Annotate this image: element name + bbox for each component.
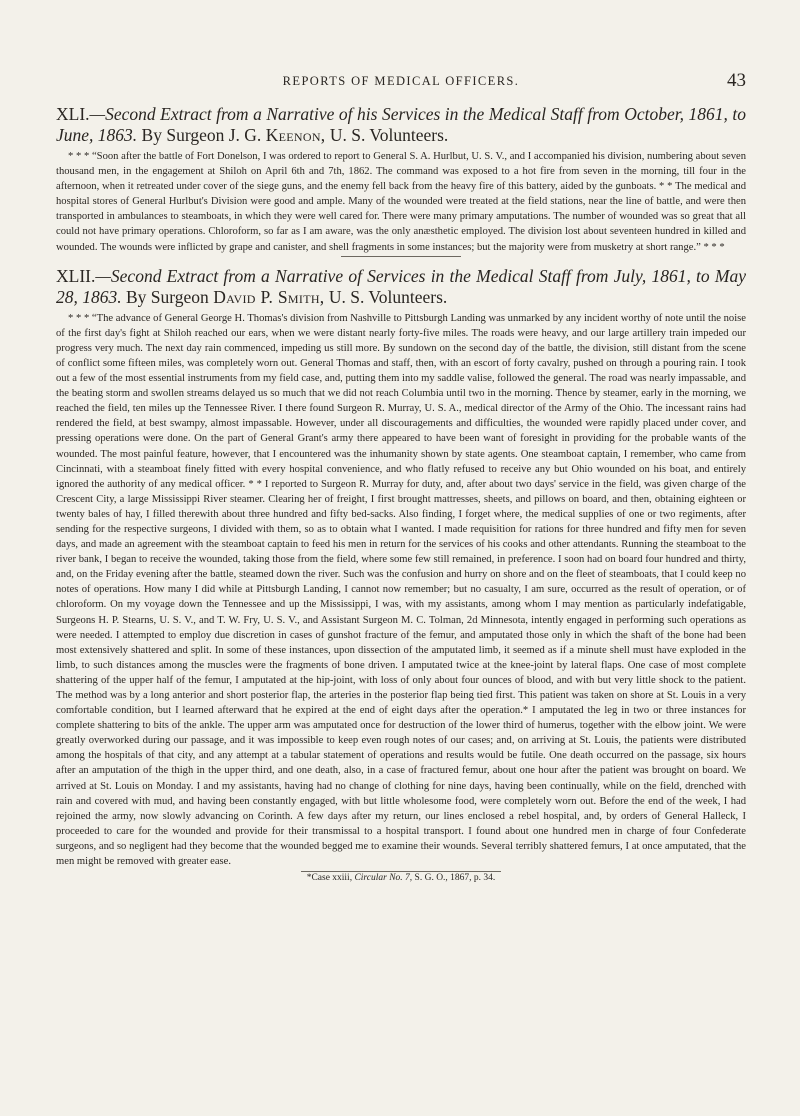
author-name: Keenon,: [265, 125, 326, 145]
author-affiliation: U. S. Volunteers.: [328, 286, 448, 307]
page-number: 43: [727, 70, 746, 91]
section-xli: [56, 104, 746, 257]
section-body: * * * “The advance of General George H. Thomas's division from Nashville to Pittsburgh Landing was unmarked by any incident worthy of note until the noise of the first day's fight at Shiloh reached our ears, when we were distant nearly forty-five miles. The roads were heavy, and our large artillery train impeded our progress very much. The next day rain commenced, impeding us still more. By sundown on the second day of the battle, the division, still distant from the scene of conflict some fifteen miles, was completely worn out. General Thomas and staff, then, with an escort of forty cavalry, pushed on through a pouring rain. I took out a few of the most essential instruments from my field case, and, putting them into my saddle valise, followed the general. The road was nearly impassable, and the beating storm and swollen streams delayed us so much that we did not reach Columbia until two in the morning. Thence by steamer, early in the morning, we reached the field, ten miles up the Tennessee River. I there found Surgeon R. Murray, U. S. A., medical director of the Army of the Ohio. The incessant rains had rendered the field, at best swampy, almost impassable. However, under all discouragements and difficulties, the wounded were rapidly placed under cover, and pressing operations were done. On the part of General Grant's army there appeared to have been want of foresight in providing for the probable wants of the wounded. The most painful feature, however, that I encountered was the inhumanity shown by state agents. One steamboat captain, I remember, who came from Cincinnati, with a steamboat finely fitted with every hospital convenience, and who flatly refused to receive any but Ohio wounded on his boat, and entirely ignored the authority of any medical officer. * * I reported to Surgeon R. Murray for duty, and, after about two days' service in the field, was given charge of the Crescent City, a large Mississippi River steamer. Clearing her of freight, I first brought mattresses, sheets, and pillows on board, and then, obtaining eighteen or twenty bales of hay, I filled therewith about three hundred and fifty bed-sacks. Also finding, I forget where, the medical supplies of one or two regiments, after sending for the respective surgeons, I divided with them, so as to obtain what I wanted. I made requisition for rations for three hundred and fifty men for seven days, and made an agreement with the steamboat captain to feed his men in return for the services of his cooks and other attendants. Running the steamboat to the river bank, I began to receive the wounded, taking those from the field, where some few still remained, in preference. I soon had on board four hundred and thirty, and, on the Friday evening after the battle, steamed down the river. Such was the confusion and hurry on shore and on the fleet of steamboats, that I could keep no notes of operations. How many I did while at Pittsburgh Landing, I cannot now remember; but no casualty, I am sure, occurred as the result of operation, or of chloroform. On my voyage down the Tennessee and up the Mississippi, I was, with my assistants, among whom I may mention as particularly indefatigable, Surgeons H. P. Stearns, U. S. V., and T. W. Fry, U. S. V., and Assistant Surgeon M. C. Tolman, 2d Minnesota, intently engaged in performing such operations as were needed. I attempted to employ due discretion in cases of gunshot fracture of the femur, and amputated those only in which the shaft of the bone had been most extensively shattered and split. In some of these instances, upon dissection of the amputated limb, it seemed as if a minute shell must have exploded in the limb, to such distances among the muscles were the fragments of bone driven. I amputated twice at the knee-joint by lateral flaps. One case of most complete shattering of the upper half of the femur, I amputated at the hip-joint, with loss of only about four ounces of blood, and with but very little shock to the patient. The method was by a long anterior and short posterior flap, the arteries in the posterior flap being tied first. This patient was taken on shore at St. Louis in a very comfortable condition, but I learned afterward that he expired at the end of eight days after the operation.* I amputated the leg in two or three instances for complete shattering to bits of the ankle. The upper arm was amputated once for destruction of the lower third of humerus, together with the elbow joint. We were greatly overworked during our passage, and it was impossible to keep even rough notes of our cases; and, on arriving at St. Louis, the patients were distributed among the hospitals of that city, and any attempt at a tabular statement of operations and results would be futile. One death occurred on the passage, six hours after an amputation of the thigh in the upper third, and one death, also, in a case of fractured femur, about one hour after the patient was brought on board. We arrived at St. Louis on Monday. I and my assistants, having had no change of clothing for nine days, having been continually, while on the field, drenched with rain and covered with mud, and having been constantly engaged, with but little wholesome food, were completely worn out. Before the end of the week, I had rejoined the army, now slowly advancing on Corinth. A few days after my return, our lines enclosed a rebel hospital, and, by orders of General Halleck, I proceeded to care for the wounded and provide for their transmissal to a hospital transport. I found about one hundred men in charge of four Confederate surgeons, and so negligent had they become that the wounded begged me to examine their wounds. Several terribly shattered femurs, I at once amputated, that the men might be removed with greater ease.: [56, 312, 746, 868]
section-heading: [56, 266, 746, 308]
section-title: —Second Extract from a Narrative of his Services in the Medical Staff from October, 1861, to June, 1863.: [56, 104, 746, 145]
running-title: REPORTS OF MEDICAL OFFICERS.: [282, 74, 520, 88]
section-number: XLI.: [56, 104, 90, 124]
section-number: XLII.: [56, 265, 96, 286]
author-name: David P. Smith,: [213, 286, 325, 307]
footnote-rule: [301, 871, 501, 872]
section-title: —Second Extract from a Narrative of Services in the Medical Staff from July, 1861, to May 28, 1863.: [56, 265, 746, 307]
section-byline: By Surgeon: [126, 286, 209, 307]
footnote-prefix: *Case xxiii,: [306, 873, 353, 884]
running-head: [56, 70, 746, 92]
section-xlii: [56, 266, 746, 869]
author-affiliation: U. S. Volunteers.: [329, 125, 449, 145]
section-heading: [56, 104, 746, 146]
section-divider: [341, 256, 461, 257]
footnote-rest: S. G. O., 1867, p. 34.: [414, 873, 496, 884]
page-content: [56, 104, 746, 883]
footnote-source: Circular No. 7,: [354, 873, 413, 884]
footnote: [56, 873, 746, 883]
section-byline: By Surgeon J. G.: [141, 125, 262, 145]
section-body: * * * “Soon after the battle of Fort Donelson, I was ordered to report to General S. A. Hurlbut, U. S. V., and I accompanied his division, numbering about seven thousand men, in the engagement at Shiloh on April 6th and 7th, 1862. The command was exposed to a hot fire from seven in the morning, till four in the afternoon, when it retreated under cover of the siege guns, and the enemy fell back from the heavy fire of this battery, aided by the gunboats. * * The medical and hospital stores of General Hurlbut's Division were good and ample. Many of the wounded were treated at the field stations, near the line of battle, and were then transported in ambulances to steamboats, in which they were well cared for. There were many primary amputations. The number of wounded was so great that all could not have primary operations. Chloroform, so far as I am aware, was the only anæsthetic employed. The division lost about seventeen hundred in killed and wounded. The wounds were inflicted by grape and canister, and shell fragments in some instances; but the majority were from musketry at short range.” * * *: [56, 151, 746, 253]
